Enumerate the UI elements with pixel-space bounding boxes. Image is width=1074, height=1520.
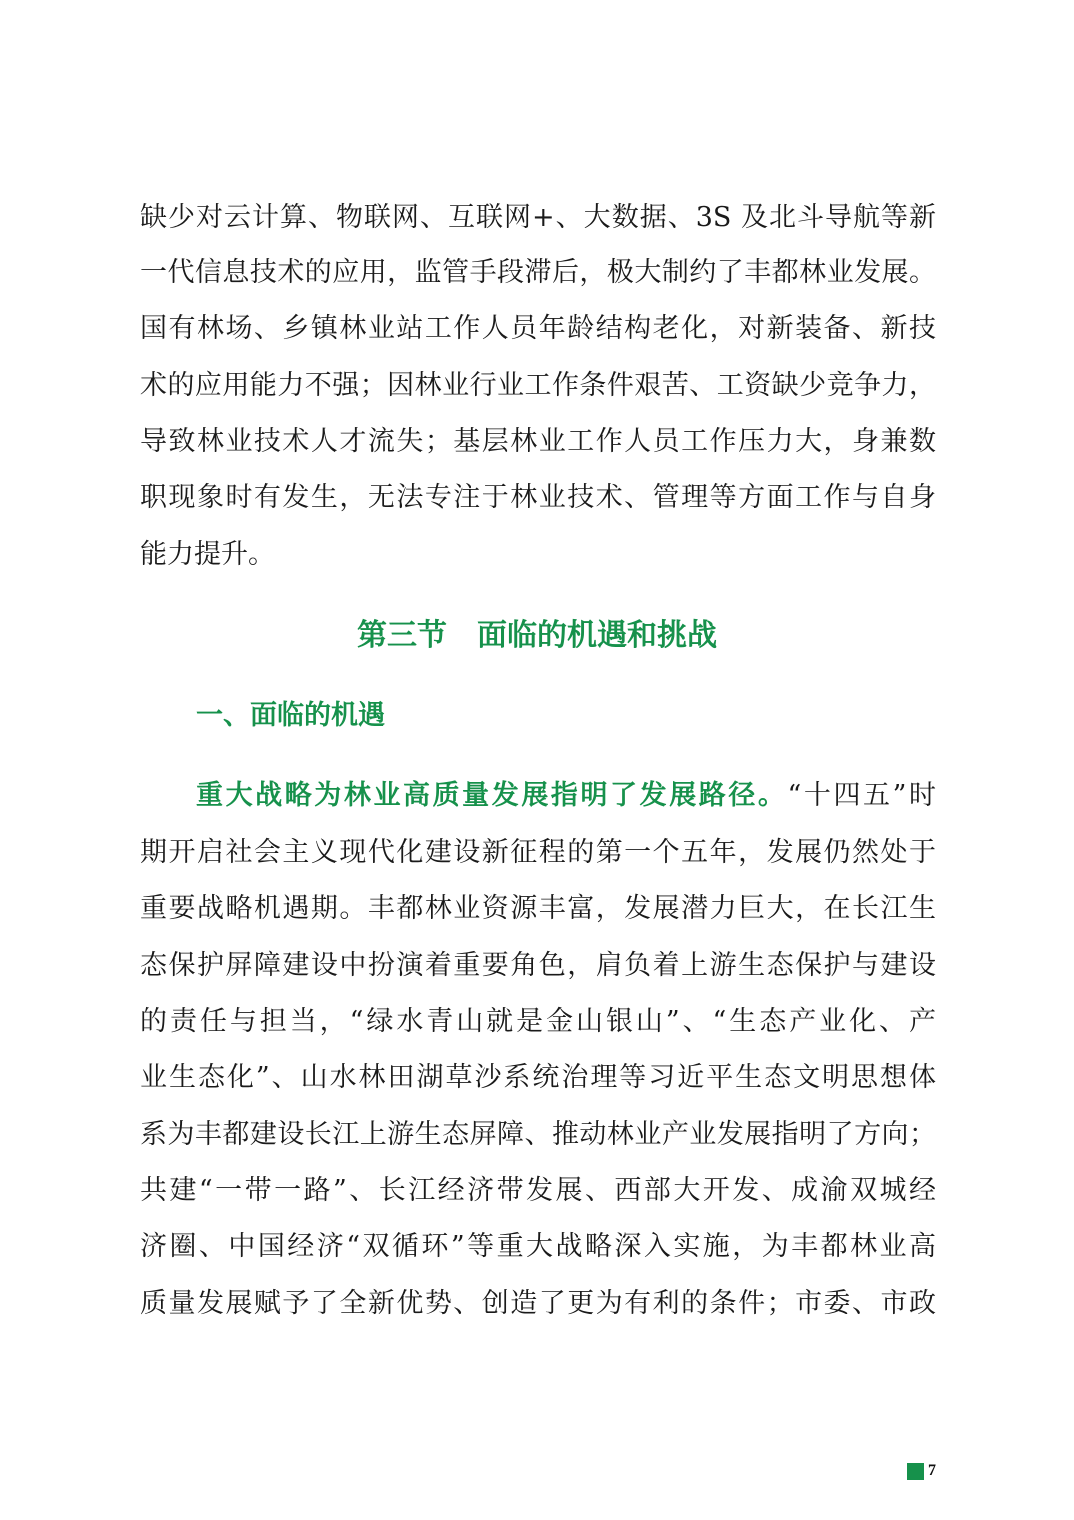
paragraph-line: 导致林业技术人才流失；基层林业工作人员工作压力大，身兼数 — [140, 426, 936, 457]
paragraph-lead-bold: 重大战略为林业高质量发展指明了发展路径。 — [196, 780, 788, 811]
paragraph-line: 术的应用能力不强；因林业行业工作条件艰苦、工资缺少竞争力， — [140, 370, 936, 401]
paragraph-line: 缺少对云计算、物联网、互联网+、大数据、3S 及北斗导航等新 — [140, 202, 936, 233]
paragraph-line: 职现象时有发生，无法专注于林业技术、管理等方面工作与自身 — [140, 482, 936, 513]
paragraph-line: 国有林场、乡镇林业站工作人员年龄结构老化，对新装备、新技 — [140, 313, 936, 344]
paragraph-line: 业生态化”、山水林田湖草沙系统治理等习近平生态文明思想体 — [140, 1062, 936, 1093]
paragraph-line: 一代信息技术的应用，监管手段滞后，极大制约了丰都林业发展。 — [140, 257, 936, 288]
paragraph-line: 系为丰都建设长江上游生态屏障、推动林业产业发展指明了方向； — [140, 1119, 936, 1150]
paragraph-line: 的责任与担当，“绿水青山就是金山银山”、“生态产业化、产 — [140, 1006, 936, 1037]
paragraph-lead-rest: “十四五”时 — [787, 780, 936, 811]
paragraph-line: 能力提升。 — [140, 539, 275, 570]
paragraph-line: 态保护屏障建设中扮演着重要角色，肩负着上游生态保护与建设 — [140, 950, 936, 981]
page-footer — [907, 1462, 936, 1480]
paragraph-line: 济圈、中国经济“双循环”等重大战略深入实施，为丰都林业高 — [140, 1231, 936, 1262]
paragraph-line: 期开启社会主义现代化建设新征程的第一个五年，发展仍然处于 — [140, 837, 936, 868]
paragraph-line: 重要战略机遇期。丰都林业资源丰富，发展潜力巨大，在长江生 — [140, 893, 936, 924]
paragraph-lead-line — [196, 780, 936, 812]
page-number: 7 — [928, 1462, 936, 1479]
green-square-icon — [907, 1463, 924, 1480]
paragraph-line: 共建“一带一路”、长江经济带发展、西部大开发、成渝双城经 — [140, 1175, 936, 1206]
subsection-title: 一、面临的机遇 — [196, 700, 385, 731]
section-title: 第三节 面临的机遇和挑战 — [357, 618, 717, 653]
paragraph-line: 质量发展赋予了全新优势、创造了更为有利的条件；市委、市政 — [140, 1288, 936, 1319]
